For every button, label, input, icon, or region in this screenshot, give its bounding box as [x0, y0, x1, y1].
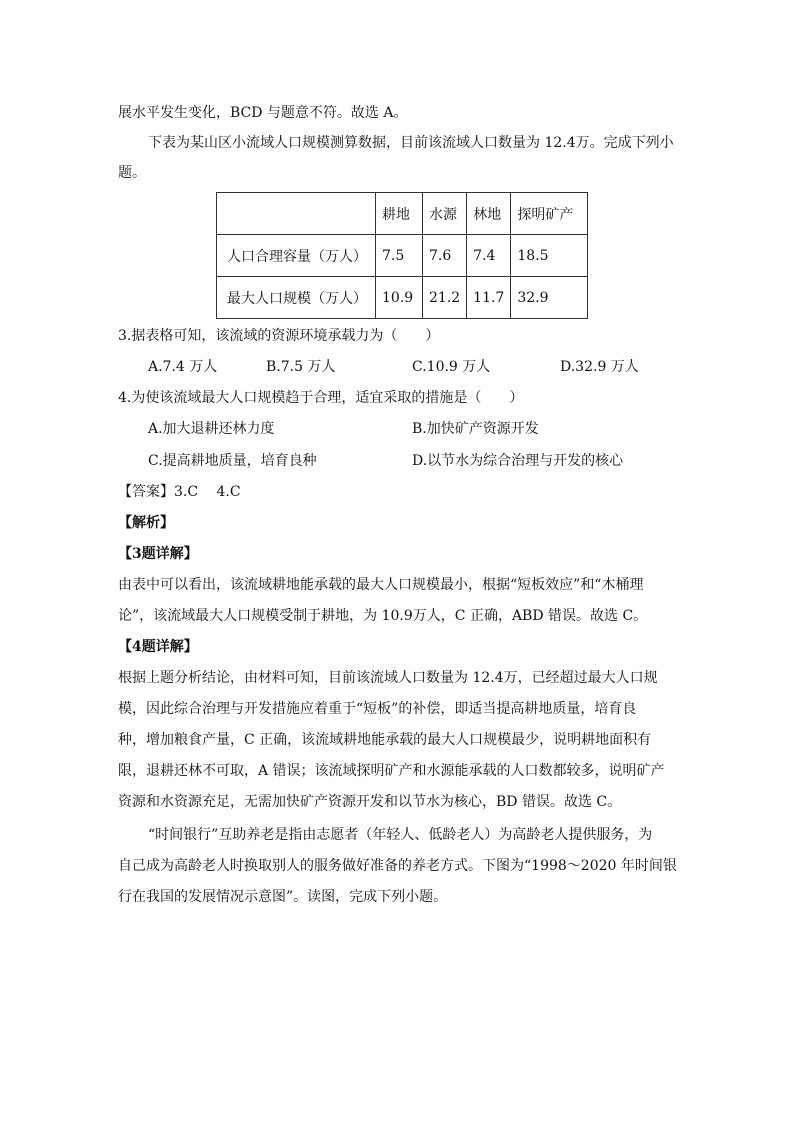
intro-text: 下表为某山区小流域人口规模测算数据，目前该流域人口数量为 12.4万。完成下列小 — [148, 135, 674, 151]
q3-option-a: A.7.4 万人 — [148, 359, 218, 375]
answer-line: 【答案】3.C 4.C — [118, 484, 241, 500]
table-cell: 10.9 — [376, 277, 423, 319]
time-bank-text: “时间银行”互助养老是指由志愿者（年轻人、低龄老人）为高龄老人提供服务，为 — [148, 827, 653, 843]
q4-detail-text: 资源和水资源充足，无需加快矿产资源开发和以节水为核心，BD 错误。故选 C。 — [118, 794, 622, 810]
table-header-cell: 林地 — [467, 193, 511, 235]
q4-option-b: B.加快矿产资源开发 — [412, 421, 539, 437]
time-bank-text: 自己成为高龄老人时换取别人的服务做好准备的养老方式。下图为“1998～2020 年时间银 — [118, 858, 677, 874]
table-cell: 11.7 — [467, 277, 511, 319]
table-header-cell: 水源 — [423, 193, 467, 235]
text-line: 展水平发生变化，BCD 与题意不符。故选 A。 — [118, 105, 408, 121]
q3-detail-text: 由表中可以看出，该流域耕地能承载的最大人口规模最小，根据“短板效应”和“木桶理 — [118, 577, 644, 593]
q3-detail-text: 论”，该流域最大人口规模受制于耕地，为 10.9万人，C 正确，ABD 错误。故选 C。 — [118, 608, 648, 624]
q3-option-c: C.10.9 万人 — [412, 359, 491, 375]
q4-detail-text: 种，增加粮食产量，C 正确，该流域耕地能承载的最大人口规模最少，说明耕地面积有 — [118, 732, 652, 748]
q3-option-d: D.32.9 万人 — [560, 359, 639, 375]
table-header-cell: 耕地 — [376, 193, 423, 235]
q4-option-d: D.以节水为综合治理与开发的核心 — [412, 453, 624, 469]
table-cell: 7.4 — [467, 235, 511, 277]
intro-text-cont: 题。 — [118, 165, 146, 181]
q4-detail-text: 根据上题分析结论，由材料可知，目前该流域人口数量为 12.4万，已经超过最大人口规 — [118, 670, 658, 686]
table-header-cell — [217, 193, 376, 235]
table-row — [217, 235, 588, 277]
table-cell: 7.5 — [376, 235, 423, 277]
q4-detail-heading: 【4题详解】 — [118, 639, 198, 655]
q4-detail-text: 限，退耕还林不可取，A 错误；该流域探明矿产和水源能承载的人口数都较多，说明矿产 — [118, 763, 665, 779]
table-row — [217, 277, 588, 319]
q4-detail-text: 模，因此综合治理与开发措施应着重于“短板”的补偿，即适当提高耕地质量，培育良 — [118, 701, 637, 717]
table-header-cell: 探明矿产 — [511, 193, 588, 235]
table-cell: 32.9 — [511, 277, 588, 319]
table-row-label: 最大人口规模（万人） — [217, 277, 376, 319]
analysis-heading: 【解析】 — [118, 515, 174, 531]
population-table — [216, 192, 588, 319]
table-cell: 18.5 — [511, 235, 588, 277]
table-cell: 7.6 — [423, 235, 467, 277]
question-4: 4.为使该流域最大人口规模趋于合理，适宜采取的措施是（ ） — [118, 390, 524, 406]
table-row-label: 人口合理容量（万人） — [217, 235, 376, 277]
q3-detail-heading: 【3题详解】 — [118, 546, 198, 562]
q4-option-a: A.加大退耕还林力度 — [148, 421, 275, 437]
table-header-row — [217, 193, 588, 235]
time-bank-text: 行在我国的发展情况示意图”。读图，完成下列小题。 — [118, 889, 448, 905]
table-cell: 21.2 — [423, 277, 467, 319]
q4-option-c: C.提高耕地质量，培育良种 — [148, 453, 317, 469]
question-3: 3.据表格可知，该流域的资源环境承载力为（ ） — [118, 328, 440, 344]
q3-option-b: B.7.5 万人 — [266, 359, 336, 375]
